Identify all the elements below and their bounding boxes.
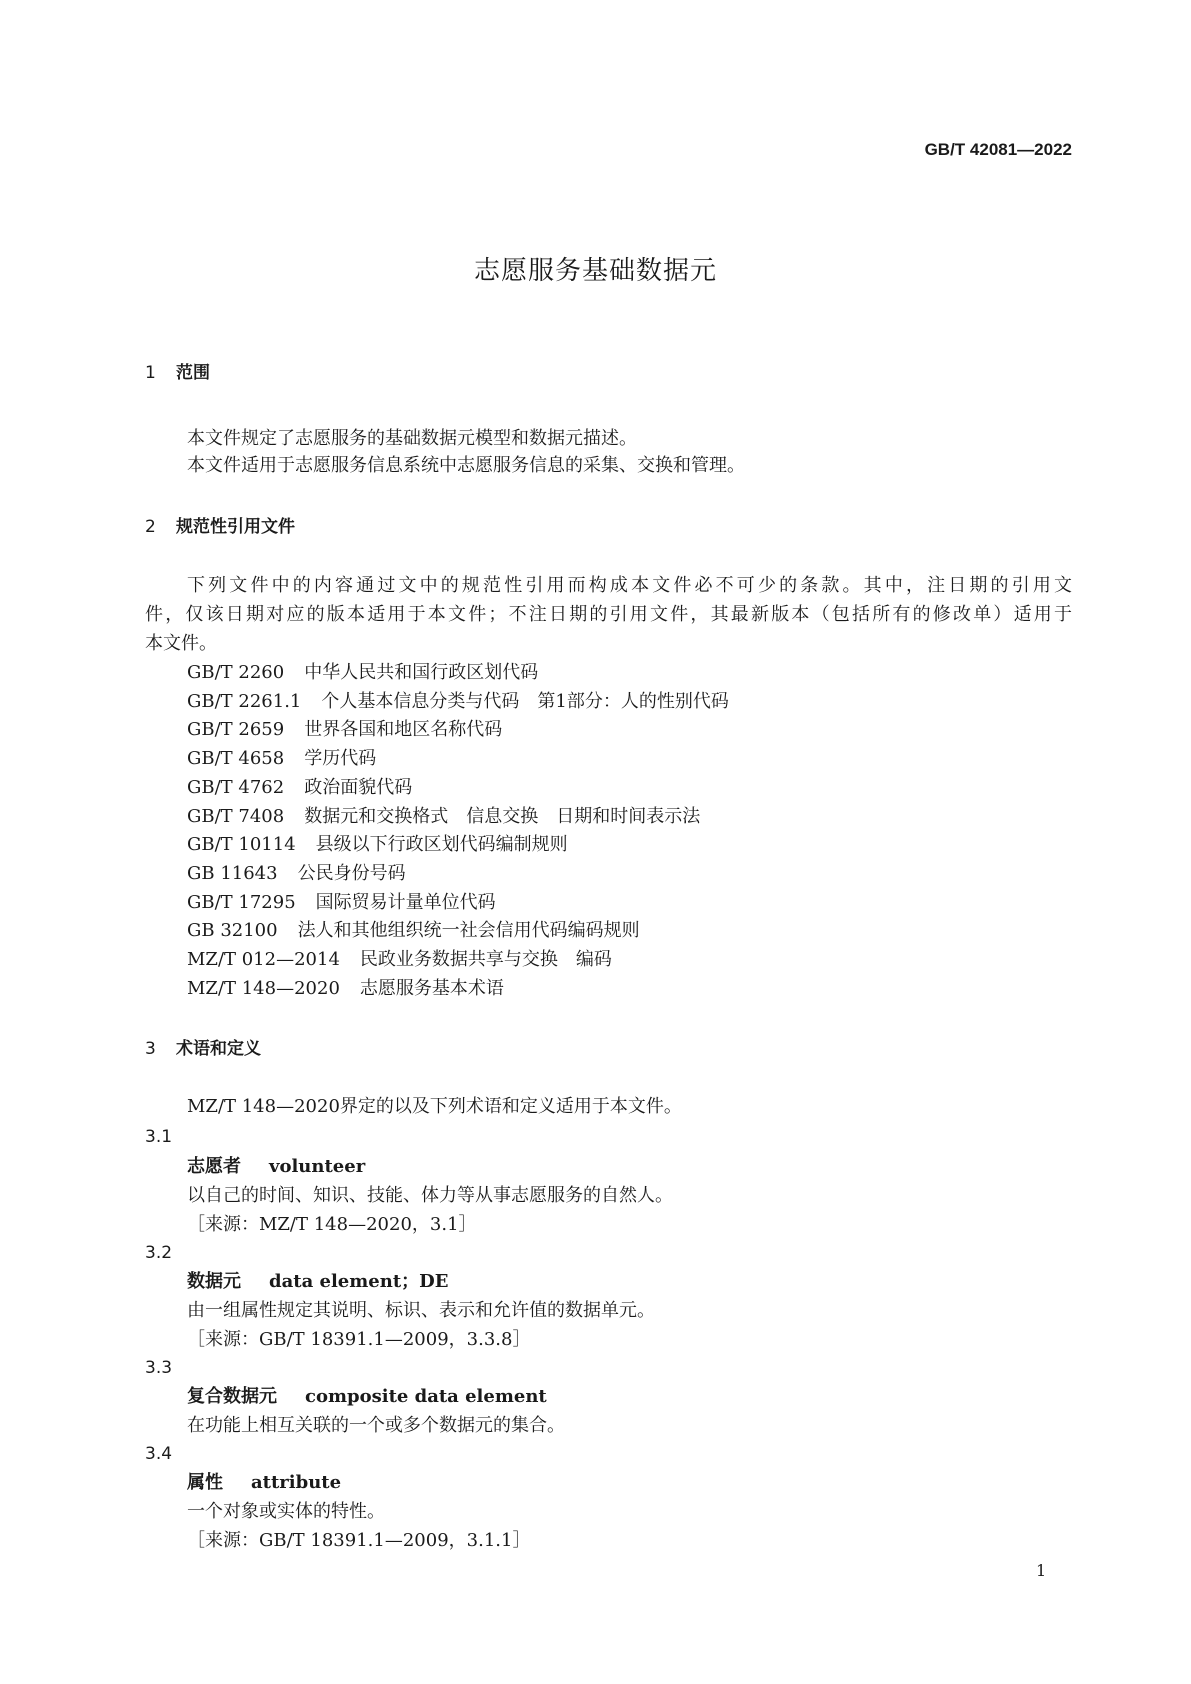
reference-item xyxy=(187,774,412,802)
section-title: 术语和定义 xyxy=(176,1039,261,1059)
reference-title: 县级以下行政区划代码编制规则 xyxy=(315,834,568,856)
reference-code: GB/T 2261.1 xyxy=(187,690,302,712)
paragraph: 本文件规定了志愿服务的基础数据元模型和数据元描述。 xyxy=(187,428,637,449)
reference-code: GB/T 7408 xyxy=(187,805,285,827)
term-heading xyxy=(187,1469,341,1497)
reference-code: GB/T 2260 xyxy=(187,662,285,683)
reference-code: MZ/T 012—2014 xyxy=(187,949,340,970)
term-heading xyxy=(187,1383,547,1411)
paragraph-line: 下列文件中的内容通过文中的规范性引用而构成本文件必不可少的条款。其中，注日期的引用文 xyxy=(187,575,1072,596)
reference-code: GB/T 2659 xyxy=(187,719,285,741)
reference-title: 志愿服务基本术语 xyxy=(359,977,504,999)
section-title: 规范性引用文件 xyxy=(176,517,295,537)
reference-item xyxy=(187,745,376,773)
reference-title: 中华人民共和国行政区划代码 xyxy=(304,662,539,683)
term-heading xyxy=(187,1153,365,1181)
section-heading-scope xyxy=(145,359,210,387)
reference-title: 政治面貌代码 xyxy=(304,776,413,798)
term-heading xyxy=(187,1268,448,1296)
reference-title: 学历代码 xyxy=(304,748,377,770)
term-en: attribute xyxy=(251,1472,342,1493)
reference-title: 数据元和交换格式 信息交换 日期和时间表示法 xyxy=(304,805,701,827)
page-number: 1 xyxy=(1036,1561,1047,1580)
paragraph-line: 件，仅该日期对应的版本适用于本文件；不注日期的引用文件，其最新版本（包括所有的修改单）适用于 xyxy=(145,604,1072,625)
reference-code: MZ/T 148—2020 xyxy=(187,977,340,999)
term-definition: 在功能上相互关联的一个或多个数据元的集合。 xyxy=(187,1415,565,1436)
reference-item xyxy=(187,716,502,744)
term-zh: 属性 xyxy=(187,1472,223,1493)
section-number: 1 xyxy=(145,363,156,383)
paragraph-line: 本文件。 xyxy=(145,633,217,654)
standard-number: GB/T 42081—2022 xyxy=(924,140,1072,159)
reference-title: 公民身份号码 xyxy=(297,862,406,884)
section-title: 范围 xyxy=(176,363,210,383)
reference-title: 国际贸易计量单位代码 xyxy=(315,891,496,913)
term-number: 3.1 xyxy=(145,1127,173,1147)
term-source: ［来源：GB/T 18391.1—2009，3.1.1］ xyxy=(187,1530,531,1551)
section-number: 3 xyxy=(145,1039,156,1059)
term-number: 3.3 xyxy=(145,1358,173,1378)
reference-item xyxy=(187,688,729,716)
reference-item xyxy=(187,831,568,859)
reference-code: GB/T 4762 xyxy=(187,776,285,798)
term-source: ［来源：MZ/T 148—2020，3.1］ xyxy=(187,1214,477,1235)
term-definition: 由一组属性规定其说明、标识、表示和允许值的数据单元。 xyxy=(187,1300,655,1321)
reference-code: GB 11643 xyxy=(187,862,278,884)
reference-item xyxy=(187,946,612,974)
section-number: 2 xyxy=(145,517,156,537)
term-zh: 数据元 xyxy=(187,1271,241,1292)
term-source: ［来源：GB/T 18391.1—2009，3.3.8］ xyxy=(187,1329,531,1350)
term-en: data element；DE xyxy=(269,1271,449,1292)
paragraph: MZ/T 148—2020界定的以及下列术语和定义适用于本文件。 xyxy=(187,1096,682,1117)
term-en: volunteer xyxy=(269,1156,366,1177)
reference-title: 世界各国和地区名称代码 xyxy=(304,719,503,741)
reference-item xyxy=(187,917,640,945)
reference-item xyxy=(187,889,496,917)
reference-item xyxy=(187,659,538,687)
reference-title: 个人基本信息分类与代码 第1部分：人的性别代码 xyxy=(321,690,729,712)
term-definition: 一个对象或实体的特性。 xyxy=(187,1501,385,1522)
term-zh: 志愿者 xyxy=(187,1156,241,1177)
reference-item xyxy=(187,803,700,831)
reference-title: 法人和其他组织统一社会信用代码编码规则 xyxy=(297,920,640,942)
paragraph: 本文件适用于志愿服务信息系统中志愿服务信息的采集、交换和管理。 xyxy=(187,455,745,476)
term-definition: 以自己的时间、知识、技能、体力等从事志愿服务的自然人。 xyxy=(187,1185,673,1206)
document-title: 志愿服务基础数据元 xyxy=(473,256,717,286)
reference-code: GB/T 4658 xyxy=(187,748,285,770)
term-number: 3.4 xyxy=(145,1444,173,1464)
section-heading-terms xyxy=(145,1035,261,1063)
reference-code: GB/T 10114 xyxy=(187,834,296,856)
term-en: composite data element xyxy=(305,1386,547,1407)
section-heading-normative-references xyxy=(145,513,295,541)
reference-item xyxy=(187,860,406,888)
term-number: 3.2 xyxy=(145,1243,173,1263)
reference-item xyxy=(187,975,504,1003)
reference-code: GB 32100 xyxy=(187,920,278,942)
reference-title: 民政业务数据共享与交换 编码 xyxy=(359,949,612,970)
reference-code: GB/T 17295 xyxy=(187,891,296,913)
term-zh: 复合数据元 xyxy=(187,1386,277,1407)
